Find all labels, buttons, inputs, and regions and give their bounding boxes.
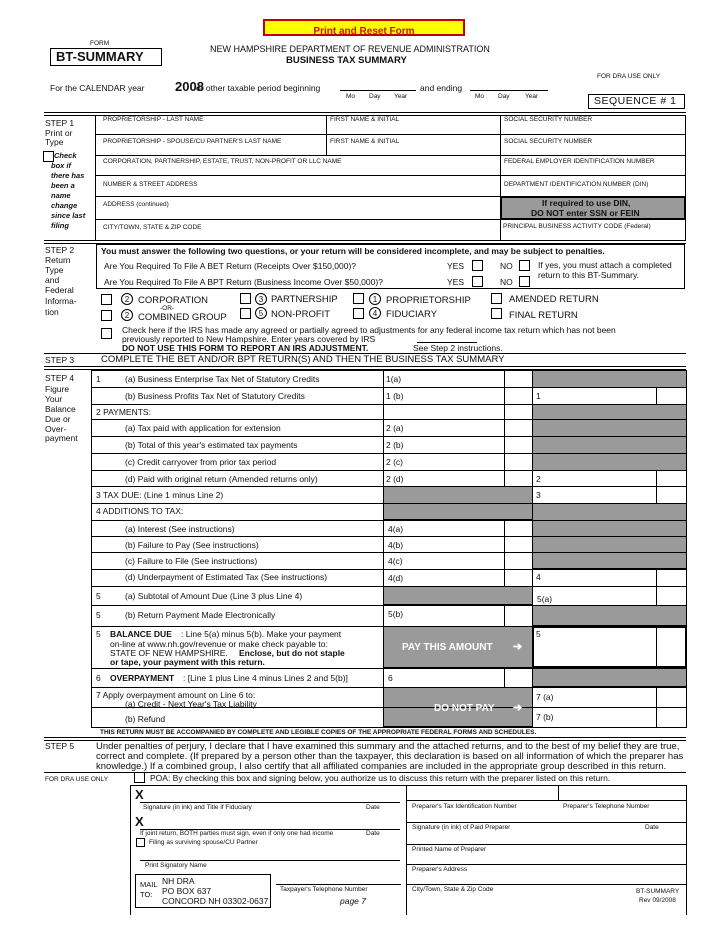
balance-due-box[interactable]: [532, 626, 687, 668]
street-field[interactable]: NUMBER & STREET ADDRESS: [103, 181, 198, 188]
first-initial2-field[interactable]: FIRST NAME & INITIAL: [330, 138, 400, 145]
begin-date-line[interactable]: [340, 90, 416, 91]
q2-no: NO: [500, 277, 513, 287]
must-answer-text: You must answer the following two questions, or your return will be considered incomplete, and may be subject to penalties.: [101, 246, 605, 256]
fein-field[interactable]: FEDERAL EMPLOYER IDENTIFICATION NUMBER: [504, 158, 655, 165]
partnership-checkbox[interactable]: [240, 293, 251, 304]
q1-no: NO: [500, 261, 513, 271]
step2-side-5: tion: [45, 307, 59, 317]
mail-to-label: TO:: [140, 890, 153, 899]
corporation-label: CORPORATION: [138, 295, 209, 306]
step5-label: STEP 5: [45, 741, 75, 751]
signature-x-1: X: [135, 787, 144, 802]
irs-note-2: previously reported to New Hampshire. Enter years covered by IRS: [122, 334, 376, 344]
print-reset-button[interactable]: [263, 19, 465, 36]
step3-text: COMPLETE THE BET AND/OR BPT RETURN(S) AND THEN THE BUSINESS TAX SUMMARY: [101, 354, 505, 365]
ssn-field[interactable]: SOCIAL SECURITY NUMBER: [504, 116, 593, 123]
sig2-sub: Filing as surviving spouse/CU Partner: [149, 839, 258, 846]
corporation-checkbox[interactable]: [101, 294, 112, 305]
end-year: Year: [525, 93, 539, 100]
page-number: page 7: [340, 896, 366, 906]
line7b-text: (b) Refund: [125, 714, 166, 724]
combined-code-circle: 2: [121, 309, 133, 321]
amended-checkbox[interactable]: [491, 293, 502, 304]
fiduciary-code-circle: 4: [369, 307, 381, 319]
balance-due-text-4: or tape, your payment with this return.: [110, 657, 265, 667]
combined-checkbox[interactable]: [101, 310, 112, 321]
pay-this-amount: PAY THIS AMOUNT: [402, 642, 493, 653]
line5b-num: 5: [96, 610, 101, 620]
line1b-text: (b) Business Profits Tax Net of Statutory Credits: [125, 391, 305, 401]
line2a-text: (a) Tax paid with application for extension: [125, 423, 281, 433]
line2b-ref: 2 (b): [386, 440, 404, 450]
step2-side-0: Return: [45, 255, 71, 265]
step4-side-2: Balance: [45, 404, 76, 414]
line3-right: 3: [536, 490, 541, 500]
q2-text: Are You Required To File A BPT Return (Business Income Over $50,000)?: [104, 277, 383, 287]
printed-prep-label: Printed Name of Preparer: [412, 846, 487, 853]
line4d-text: (d) Underpayment of Estimated Tax (See instructions): [125, 572, 328, 582]
line4d-ref: 4(d): [388, 573, 404, 583]
end-date-line[interactable]: [470, 90, 548, 91]
line1-num: 1: [96, 374, 101, 384]
attach-note: If yes, you must attach a completed return to this BT-Summary.: [538, 260, 672, 280]
sig1-date: Date: [366, 804, 380, 811]
end-mo: Mo: [475, 93, 485, 100]
begin-day: Day: [369, 93, 381, 100]
line4-header: 4 ADDITIONS TO TAX:: [96, 506, 184, 516]
perjury-3: knowledge.) If a combined group, I also certify that all affiliated companies are included in the appropriate group described in this return.: [96, 761, 667, 772]
address-cont-field[interactable]: ADDRESS (continued): [103, 201, 169, 208]
prep-sig-label: Signature (in ink) of Paid Preparer: [412, 824, 511, 831]
ssn2-field[interactable]: SOCIAL SECURITY NUMBER: [504, 138, 593, 145]
first-initial-field[interactable]: FIRST NAME & INITIAL: [330, 116, 400, 123]
taxpayer-phone-label: Taxpayer's Telephone Number: [280, 886, 368, 893]
do-not-pay-arrow-icon: ➔: [513, 702, 523, 714]
line6-ref: 6: [388, 673, 393, 683]
check-note-7: filing: [51, 221, 69, 230]
line2d-ref: 2 (d): [386, 474, 404, 484]
sequence-number: SEQUENCE # 1: [594, 95, 677, 107]
q2-yes-checkbox[interactable]: [472, 276, 483, 287]
or-label: -OR-: [160, 305, 175, 312]
line4c-ref: 4(c): [388, 556, 403, 566]
line5-right: 5: [536, 629, 541, 639]
step1-sub1: Print or: [45, 128, 73, 138]
perjury-1: Under penalties of perjury, I declare that I have examined this summary and the attached returns, and to the best of my belief they are true,: [96, 741, 680, 752]
line2a-ref: 2 (a): [386, 423, 404, 433]
line6-num: 6: [96, 673, 101, 683]
q2-yes: YES: [447, 277, 465, 287]
line4a-ref: 4(a): [388, 524, 404, 534]
line3-text: 3 TAX DUE: (Line 1 minus Line 2): [96, 490, 224, 500]
nonprofit-label: NON-PROFIT: [271, 309, 331, 320]
balance-due-label: BALANCE DUE: [110, 629, 172, 639]
step2-side-4: Informa-: [45, 296, 77, 306]
surviving-spouse-checkbox[interactable]: [136, 838, 145, 847]
line5a-ref: 5(a): [537, 594, 553, 604]
prep-city-label: City/Town, State & Zip Code: [412, 886, 494, 893]
mail-line-3: CONCORD NH 03302-0637: [162, 896, 269, 906]
do-not-pay-label: DO NOT PAY: [434, 703, 495, 714]
and-ending: and ending: [420, 83, 463, 93]
line4a-text: (a) Interest (See instructions): [125, 524, 235, 534]
irs-note-3: DO NOT USE THIS FORM TO REPORT AN IRS ADJUSTMENT.: [122, 343, 369, 353]
fiduciary-label: FIDUCIARY: [386, 309, 438, 320]
footer-form: BT-SUMMARY: [636, 888, 680, 895]
print-signatory-line[interactable]: [140, 860, 400, 861]
final-checkbox[interactable]: [491, 308, 502, 319]
line7b-ref: 7 (b): [536, 712, 554, 722]
mail-label: MAIL: [140, 880, 158, 889]
final-label: FINAL RETURN: [509, 310, 578, 321]
corp-code-circle: 2: [121, 293, 133, 305]
line5b-text: (b) Return Payment Made Electronically: [125, 610, 276, 620]
partnership-code-circle: 3: [255, 293, 267, 305]
poa-checkbox[interactable]: [134, 772, 145, 783]
din-field[interactable]: DEPARTMENT IDENTIFICATION NUMBER (DIN): [504, 181, 649, 188]
check-note-6: since last: [51, 211, 86, 220]
check-note-2: there has: [51, 171, 85, 180]
dept-name: NEW HAMPSHIRE DEPARTMENT OF REVENUE ADMINISTRATION: [210, 44, 490, 54]
tax-year: 2008: [175, 79, 204, 94]
line5a-text: (a) Subtotal of Amount Due (Line 3 plus Line 4): [125, 591, 303, 601]
line1a-ref: 1(a): [386, 374, 402, 384]
begin-mo: Mo: [346, 93, 356, 100]
balance-due-text-2: on-line at www.nh.gov/revenue or make check payable to:: [110, 639, 328, 649]
mail-line-1: NH DRA: [162, 876, 195, 886]
line1-right: 1: [536, 391, 541, 401]
step4-side-0: Figure: [45, 384, 70, 394]
step4-side-5: payment: [45, 433, 78, 443]
gray-right-1: [532, 370, 687, 388]
line2-header: 2 PAYMENTS:: [96, 407, 151, 417]
step1-sub2: Type: [45, 137, 64, 147]
step4-label: STEP 4: [45, 373, 75, 383]
din-note-2: DO NOT enter SSN or FEIN: [531, 208, 640, 218]
mail-line-2: PO BOX 637: [162, 886, 212, 896]
period-text: or other taxable period beginning: [196, 83, 321, 93]
line4-right: 4: [536, 572, 541, 582]
nonprofit-checkbox[interactable]: [240, 308, 251, 319]
balance-due-text-1: : Line 5(a) minus 5(b). Make your payment: [181, 629, 342, 639]
print-signatory-label: Print Signatory Name: [145, 862, 207, 869]
line5b-ref: 5(b): [388, 609, 404, 619]
balance-due-text-3: STATE OF NEW HAMPSHIRE.: [110, 648, 228, 658]
line5-num: 5: [96, 591, 101, 601]
page-title: BUSINESS TAX SUMMARY: [286, 55, 407, 66]
q1-yes-checkbox[interactable]: [472, 260, 483, 271]
overpayment-text: : [Line 1 plus Line 4 minus Lines 2 and 5(b)]: [183, 673, 348, 683]
step1-label: STEP 1: [45, 118, 75, 128]
spouse-field[interactable]: PROPRIETORSHIP - SPOUSE/CU PARTNER'S LAST NAME: [103, 138, 282, 145]
balance-due-text-3b: Enclose, but do not staple: [239, 648, 345, 658]
line2c-ref: 2 (c): [386, 457, 403, 467]
irs-note-3b: See Step 2 instructions.: [413, 343, 503, 353]
line2d-text: (d) Paid with original return (Amended returns only): [125, 474, 318, 484]
prep-addr-label: Preparer's Address: [412, 866, 468, 873]
fiduciary-checkbox[interactable]: [353, 308, 364, 319]
step3-label: STEP 3: [45, 355, 75, 365]
line7a-text: (a) Credit - Next Year's Tax Liability: [125, 699, 257, 709]
end-day: Day: [498, 93, 510, 100]
line2b-text: (b) Total of this year's estimated tax payments: [125, 440, 298, 450]
nonprofit-code-circle: 5: [255, 307, 267, 319]
partnership-label: PARTNERSHIP: [271, 294, 338, 305]
line2c-text: (c) Credit carryover from prior tax period: [125, 457, 277, 467]
irs-note-1: Check here if the IRS has made any agreed or partially agreed to adjustments for any federal income tax return which has not been: [122, 325, 616, 335]
check-note-4: name: [51, 191, 71, 200]
prep-date-label: Date: [645, 824, 659, 831]
din-note-1: If required to use DIN,: [542, 198, 631, 208]
step4-side-3: Due or: [45, 414, 71, 424]
accompany-note: THIS RETURN MUST BE ACCOMPANIED BY COMPLETE AND LEGIBLE COPIES OF THE APPROPRIATE FEDERAL FORMS AND SCHEDULES.: [100, 729, 537, 736]
footer-rev: Rev 09/2008: [639, 897, 676, 904]
line5-balance-num: 5: [96, 629, 101, 639]
gray-mid-5a: [383, 586, 533, 605]
step4-side-4: Over-: [45, 424, 67, 434]
begin-year: Year: [394, 93, 408, 100]
sig2-label: If joint return, BOTH parties must sign, even if only one had income: [140, 830, 334, 837]
proprietorship-code-circle: 1: [369, 293, 381, 305]
dra-use-header: FOR DRA USE ONLY: [597, 73, 661, 80]
prop-last-field[interactable]: PROPRIETORSHIP - LAST NAME: [103, 116, 204, 123]
line1a-text: (a) Business Enterprise Tax Net of Statutory Credits: [125, 374, 320, 384]
form-label: FORM: [90, 40, 110, 47]
gray-right-6: [532, 668, 687, 687]
proprietorship-checkbox[interactable]: [353, 293, 364, 304]
sig1-label: Signature (in ink) and Title if Fiduciary: [143, 804, 252, 811]
poa-text: POA: By checking this box and signing below, you authorize us to discuss this return with the preparer listed on this return.: [150, 773, 611, 783]
line4c-text: (c) Failure to File (See instructions): [125, 556, 258, 566]
step2-side-1: Type: [45, 265, 64, 275]
form-name: BT-SUMMARY: [56, 49, 144, 64]
step2-side-3: Federal: [45, 285, 74, 295]
line4b-ref: 4(b): [388, 540, 404, 550]
line4b-text: (b) Failure to Pay (See instructions): [125, 540, 259, 550]
q1-text: Are You Required To File A BET Return (Receipts Over $150,000)?: [104, 261, 356, 271]
step4-side-1: Your: [45, 394, 63, 404]
check-note-0: Check: [54, 151, 77, 160]
taxpayer-phone-line[interactable]: [276, 884, 401, 885]
calendar-text: For the CALENDAR year: [50, 83, 145, 93]
q1-no-checkbox[interactable]: [519, 260, 530, 271]
dra-use-footer: FOR DRA USE ONLY: [45, 776, 109, 783]
step2-side-2: and: [45, 275, 60, 285]
gray-right-5b: [532, 605, 687, 626]
pay-arrow-icon: ➔: [513, 641, 523, 653]
line1b-ref: 1 (b): [386, 391, 404, 401]
print-reset-label: Print and Reset Form: [313, 26, 415, 37]
q1-yes: YES: [447, 261, 465, 271]
amended-label: AMENDED RETURN: [509, 294, 599, 305]
prep-phone-label: Preparer's Telephone Number: [563, 803, 650, 810]
overpayment-label: OVERPAYMENT: [110, 673, 175, 683]
sig2-date: Date: [366, 830, 380, 837]
combined-label: COMBINED GROUP: [138, 312, 227, 323]
check-note-3: been a: [51, 181, 75, 190]
line2-right: 2: [536, 474, 541, 484]
prep-tin-label: Preparer's Tax Identification Number: [412, 803, 517, 810]
check-note-5: change: [51, 201, 78, 210]
q2-no-checkbox[interactable]: [519, 276, 530, 287]
irs-adjustment-checkbox[interactable]: [101, 328, 112, 339]
line7a-ref: 7 (a): [536, 692, 554, 702]
proprietorship-label: PROPRIETORSHIP: [386, 295, 471, 306]
perjury-2: correct and complete. (If prepared by a person other than the taxpayer, this declaration is based on all information of which the preparer has: [96, 751, 684, 762]
gray-right-2: [532, 404, 687, 471]
line7-text: 7 Apply overpayment amount on Line 6 to:: [96, 690, 256, 700]
check-note-1: box if: [51, 161, 71, 170]
city-field[interactable]: CITY/TOWN, STATE & ZIP CODE: [103, 224, 202, 231]
signature-line-1[interactable]: [140, 802, 400, 803]
corp-name-field[interactable]: CORPORATION, PARTNERSHIP, ESTATE, TRUST, NON-PROFIT OR LLC NAME: [103, 158, 342, 165]
signature-x-2: X: [135, 814, 144, 829]
step2-label: STEP 2: [45, 245, 75, 255]
principal-activity-field[interactable]: PRINCIPAL BUSINESS ACTIVITY CODE (Federal): [503, 223, 651, 230]
